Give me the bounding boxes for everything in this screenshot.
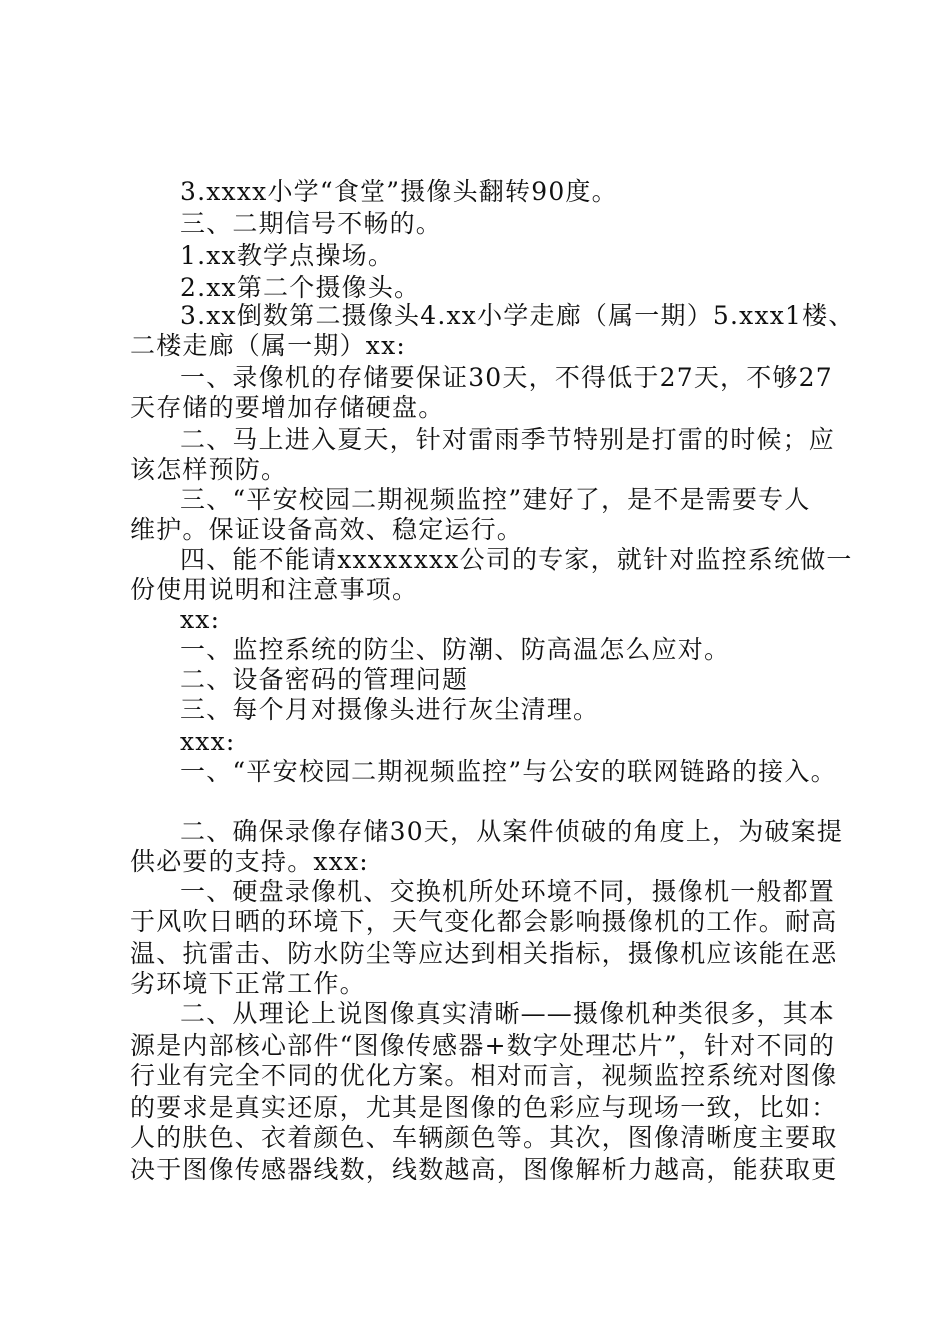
paragraph-line: 三、每个月对摄像头进行灰尘清理。: [180, 695, 600, 724]
text-line: 3.xxxx小学“食堂”摄像头翻转90度。: [180, 177, 618, 206]
paragraph-line: 行业有完全不同的优化方案。相对而言，视频监控系统对图像: [130, 1061, 838, 1090]
paragraph-line: 维护。保证设备高效、稳定运行。: [130, 515, 524, 544]
paragraph-line: 劣环境下正常工作。: [130, 969, 366, 998]
text-line: 3.xx倒数第二摄像头4.xx小学走廊（属一期）5.xxx1楼、: [180, 301, 855, 330]
paragraph-line: 的要求是真实还原，尤其是图像的色彩应与现场一致，比如：: [130, 1093, 838, 1122]
paragraph-line: 于风吹日晒的环境下，天气变化都会影响摄像机的工作。耐高: [130, 907, 838, 936]
paragraph-line: 温、抗雷击、防水防尘等应达到相关指标，摄像机应该能在恶: [130, 939, 838, 968]
speaker-label: xxx:: [180, 727, 236, 756]
paragraph-line: 二、从理论上说图像真实清晰——摄像机种类很多，其本: [180, 999, 836, 1028]
section-heading: 三、二期信号不畅的。: [180, 209, 443, 238]
paragraph-line: 二、设备密码的管理问题: [180, 665, 469, 694]
paragraph-line: 份使用说明和注意事项。: [130, 575, 419, 604]
paragraph-line: 源是内部核心部件“图像传感器+数字处理芯片”，针对不同的: [130, 1031, 836, 1060]
text-line: 二楼走廊（属一期）xx:: [130, 331, 407, 360]
paragraph-line: 一、录像机的存储要保证30天，不得低于27天，不够27: [180, 363, 833, 392]
paragraph-line: 四、能不能请xxxxxxxx公司的专家，就针对监控系统做一: [180, 545, 853, 574]
paragraph-line: 决于图像传感器线数，线数越高，图像解析力越高，能获取更: [130, 1155, 838, 1184]
paragraph-line: 一、“平安校园二期视频监控”与公安的联网链路的接入。: [180, 757, 837, 786]
paragraph-line: 一、监控系统的防尘、防潮、防高温怎么应对。: [180, 635, 731, 664]
paragraph-line: 该怎样预防。: [130, 455, 288, 484]
text-line: 1.xx教学点操场。: [180, 241, 395, 270]
speaker-label: xx:: [180, 605, 221, 634]
paragraph-line: 二、确保录像存储30天，从案件侦破的角度上，为破案提: [180, 817, 844, 846]
paragraph-line: 天存储的要增加存储硬盘。: [130, 393, 445, 422]
text-line: 2.xx第二个摄像头。: [180, 273, 421, 302]
paragraph-line: 人的肤色、衣着颜色、车辆颜色等。其次，图像清晰度主要取: [130, 1123, 838, 1152]
paragraph-line: 二、马上进入夏天，针对雷雨季节特别是打雷的时候；应: [180, 425, 836, 454]
paragraph-line: 一、硬盘录像机、交换机所处环境不同，摄像机一般都置: [180, 877, 836, 906]
paragraph-line: 三、“平安校园二期视频监控”建好了，是不是需要专人: [180, 485, 811, 514]
paragraph-line: 供必要的支持。xxx:: [130, 847, 369, 876]
